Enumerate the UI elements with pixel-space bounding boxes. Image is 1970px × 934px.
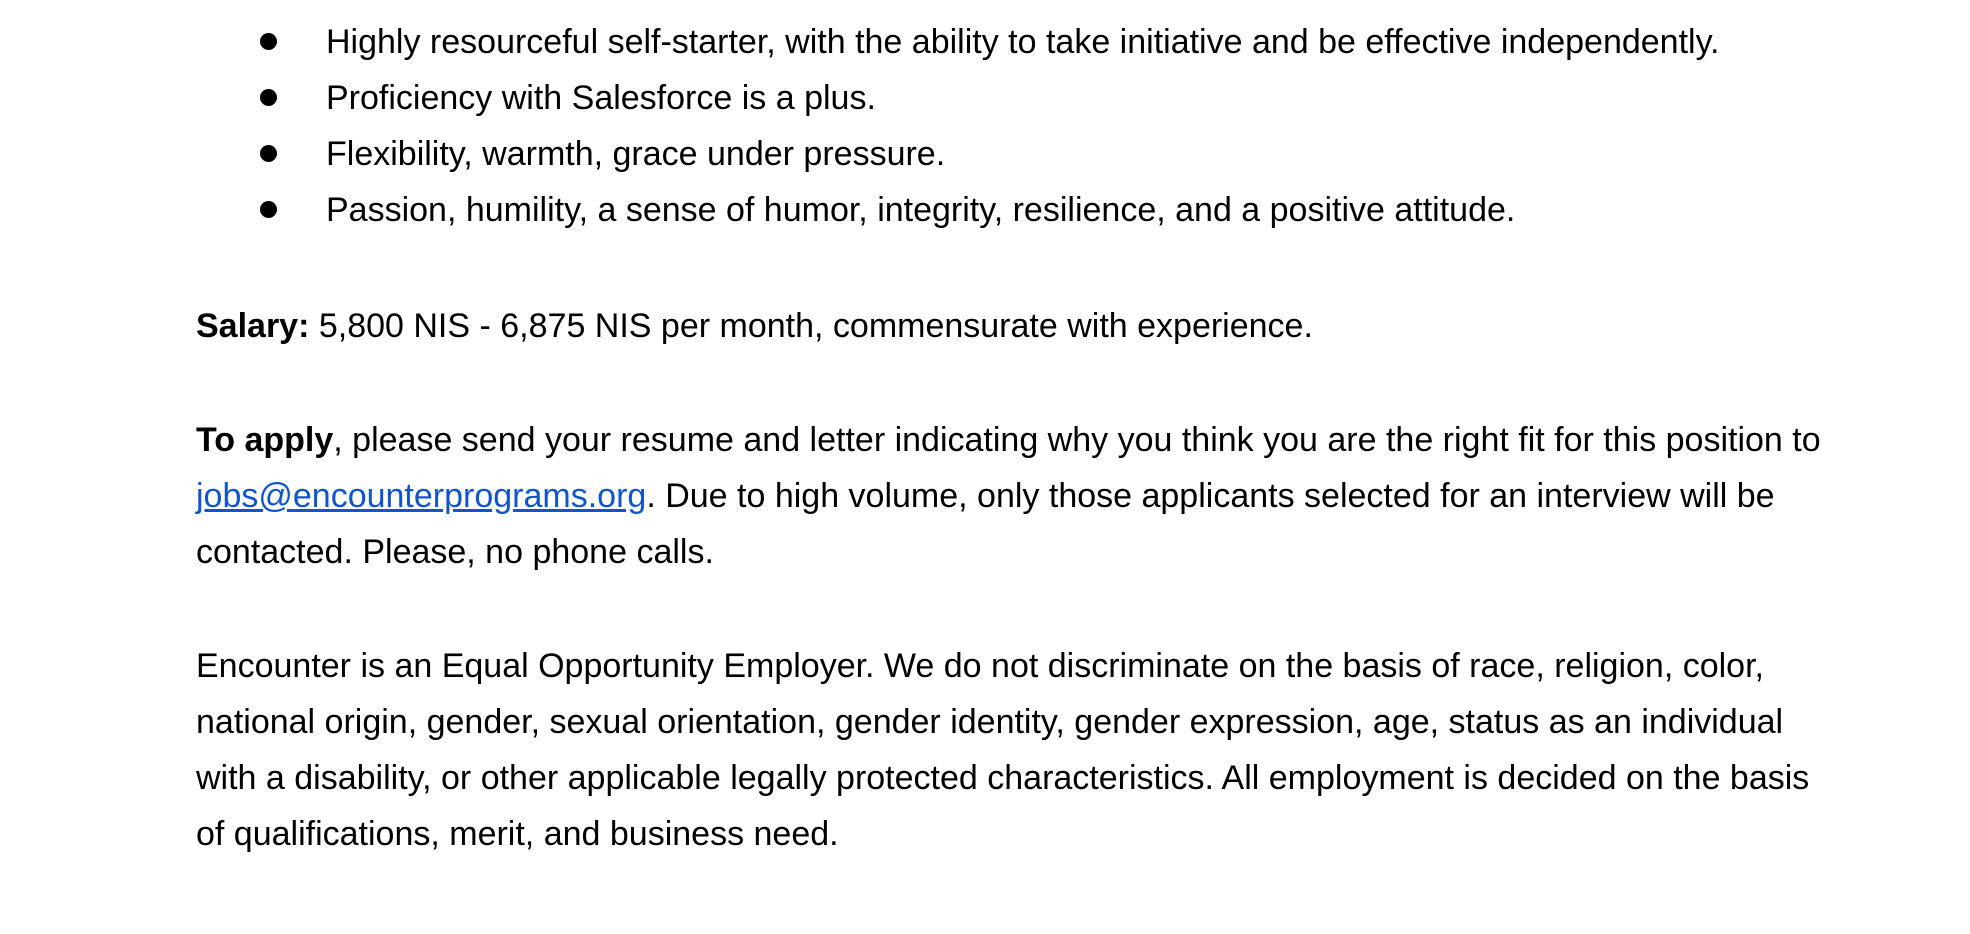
salary-paragraph	[196, 298, 1836, 354]
bullet-icon	[260, 201, 277, 218]
requirement-text: Highly resourceful self-starter, with the ability to take initiative and be effective independently.	[326, 23, 1720, 61]
bullet-icon	[260, 89, 277, 106]
list-item	[326, 14, 1836, 70]
list-item	[326, 182, 1836, 238]
bullet-icon	[260, 33, 277, 50]
requirement-text: Passion, humility, a sense of humor, integrity, resilience, and a positive attitude.	[326, 191, 1516, 229]
apply-label: To apply	[196, 421, 334, 459]
requirements-list	[196, 14, 1836, 238]
requirement-text: Flexibility, warmth, grace under pressure.	[326, 135, 946, 173]
spacer	[196, 354, 1836, 412]
list-item	[326, 70, 1836, 126]
spacer	[196, 580, 1836, 638]
salary-text: 5,800 NIS - 6,875 NIS per month, commensurate with experience.	[309, 307, 1313, 345]
list-item	[326, 126, 1836, 182]
salary-label: Salary:	[196, 307, 310, 345]
requirement-text: Proficiency with Salesforce is a plus.	[326, 79, 876, 117]
bullet-icon	[260, 145, 277, 162]
apply-text-after: . Due to high volume, only those applicants selected for an interview will be contacted. Please, no phone calls.	[196, 477, 1775, 571]
document-page	[196, 14, 1836, 862]
apply-text-before: , please send your resume and letter indicating why you think you are the right fit for this position to	[333, 421, 1821, 459]
eeo-paragraph: Encounter is an Equal Opportunity Employer. We do not discriminate on the basis of race, religion, color, national origin, gender, sexual orientation, gender identity, gender expression, age, status as an individual with a disability, or other applicable legally protected characteristics. All employment is decided on the basis of qualifications, merit, and business need.	[196, 647, 1810, 853]
apply-paragraph	[196, 412, 1836, 580]
email-link[interactable]: jobs@encounterprograms.org	[196, 477, 647, 515]
spacer	[196, 238, 1836, 298]
